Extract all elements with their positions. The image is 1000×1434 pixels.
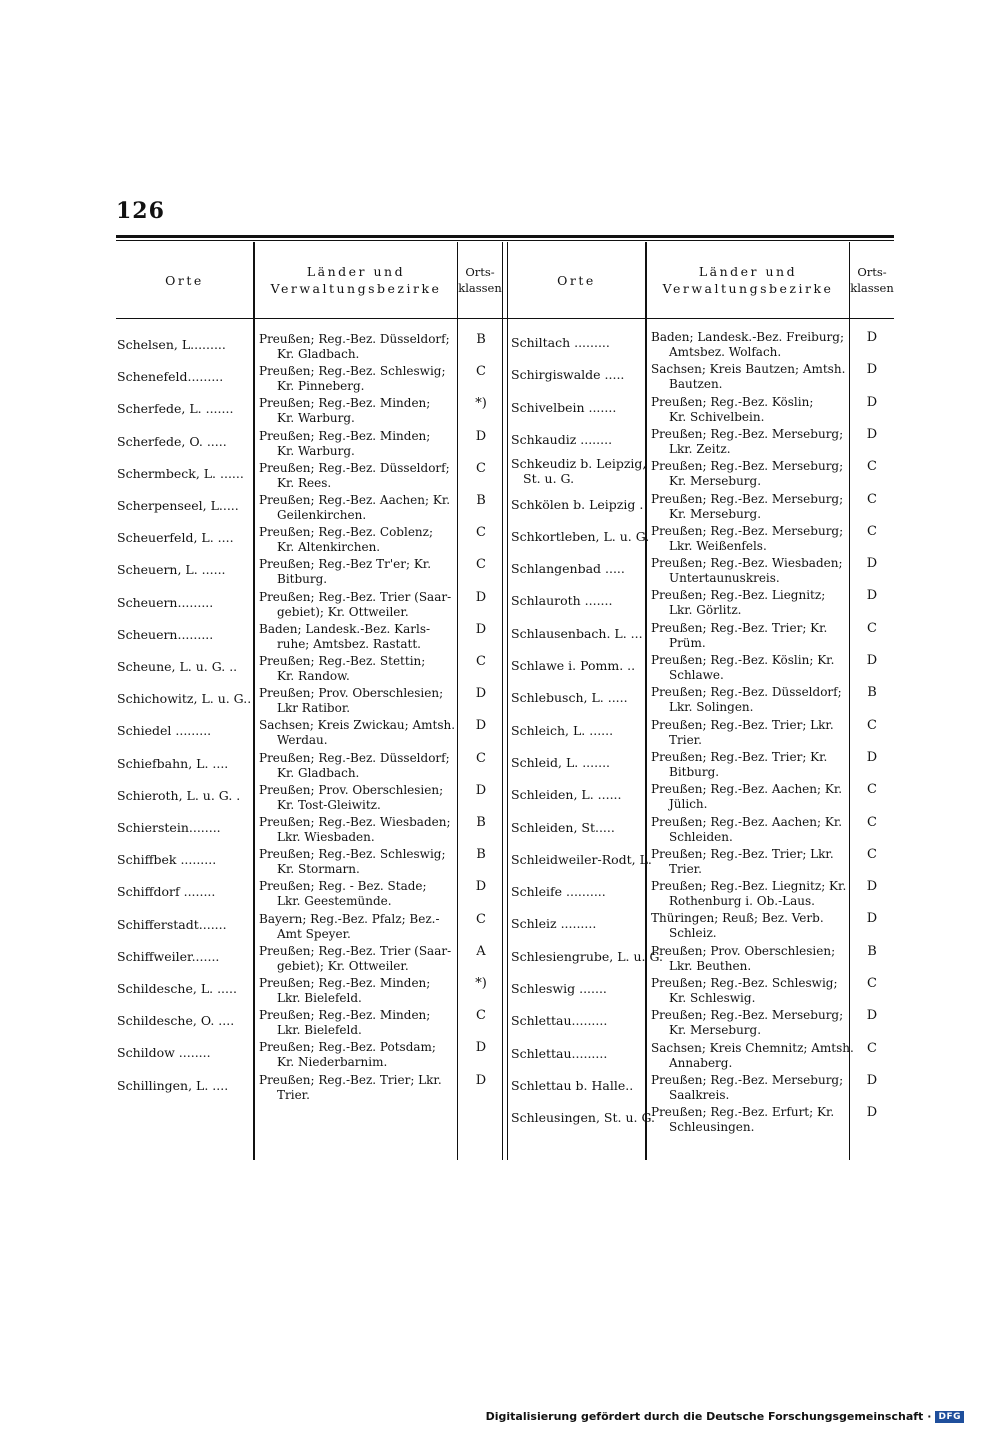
place-name: Schlettau......... bbox=[511, 1045, 608, 1061]
footer-separator: · bbox=[927, 1410, 932, 1423]
admin-district-line1: Preußen; Reg.-Bez. Düsseldorf; bbox=[259, 332, 450, 346]
place-name: Schleiz ......... bbox=[511, 916, 597, 932]
admin-district-line2: Kr. Niederbarnim. bbox=[277, 1055, 388, 1070]
admin-district-line2: Trier. bbox=[669, 732, 702, 747]
place-class: C bbox=[867, 523, 877, 539]
admin-district-line1: Preußen; Reg.-Bez. Trier (Saar- bbox=[259, 589, 452, 604]
place-name: Schichowitz, L. u. G.. bbox=[117, 691, 252, 707]
admin-district bbox=[651, 362, 845, 392]
place-class: C bbox=[476, 654, 486, 669]
admin-district-line2: Werdau. bbox=[277, 733, 328, 748]
header-orte-text: Orte bbox=[557, 272, 596, 288]
admin-district-line2: Kr. Stormarn. bbox=[277, 862, 360, 877]
admin-district-line1: Preußen; Reg.-Bez Tr'er; Kr. bbox=[259, 557, 432, 572]
header-klassen-left bbox=[458, 244, 502, 316]
admin-district-line1: Preußen; Reg.-Bez. Merseburg; bbox=[651, 1072, 844, 1087]
header-laender-right bbox=[647, 244, 849, 316]
admin-district-line1: Preußen; Reg.-Bez. Düsseldorf; bbox=[259, 750, 450, 765]
admin-district-line2: Lkr. Bielefeld. bbox=[277, 991, 362, 1005]
place-class: C bbox=[476, 364, 486, 380]
place-class: D bbox=[866, 394, 878, 410]
footer-credit bbox=[486, 1410, 964, 1423]
table-row bbox=[0, 909, 1000, 941]
table-row bbox=[0, 490, 1000, 522]
admin-district-line1: Preußen; Reg.-Bez. Trier; Lkr. bbox=[651, 717, 834, 732]
place-name: Schleich, L. ...... bbox=[511, 722, 614, 738]
place-name: Schiefbahn, L. .... bbox=[117, 755, 229, 771]
admin-district-line1: Baden; Landesk.-Bez. Karls- bbox=[259, 621, 431, 636]
admin-district bbox=[651, 653, 834, 683]
header-orte-right bbox=[508, 244, 645, 316]
place-class: C bbox=[867, 717, 877, 733]
admin-district-line1: Preußen; Reg.-Bez. Minden; bbox=[259, 1008, 431, 1023]
admin-district-line2: gebiet); Kr. Ottweiler. bbox=[277, 604, 409, 619]
place-class: D bbox=[866, 362, 878, 378]
place-class: C bbox=[476, 525, 486, 541]
admin-district-line1: Bayern; Reg.-Bez. Pfalz; Bez.- bbox=[259, 911, 440, 926]
admin-district bbox=[651, 911, 824, 941]
place-class: D bbox=[475, 428, 487, 444]
admin-district-line1: Preußen; Reg.-Bez. Merseburg; bbox=[651, 491, 844, 506]
header-klassen-line1: Orts- bbox=[857, 265, 887, 279]
footer-text: Digitalisierung gefördert durch die Deutsche Forschungsgemeinschaft bbox=[485, 1410, 924, 1423]
place-name: Schleswig ....... bbox=[511, 981, 607, 996]
table-row bbox=[0, 554, 1000, 586]
admin-district bbox=[651, 1105, 834, 1135]
place-name: Schlesiengrube, L. u. G. bbox=[511, 948, 664, 964]
admin-district-line2: Saalkreis. bbox=[669, 1087, 730, 1102]
admin-district-line1: Preußen; Reg.-Bez. Schleswig; bbox=[651, 976, 838, 990]
admin-district bbox=[651, 330, 844, 360]
admin-district-line2: Lkr. Wiesbaden. bbox=[277, 830, 375, 844]
table-row bbox=[0, 360, 1000, 392]
admin-district-line2: Schleiden. bbox=[669, 829, 733, 844]
admin-district-line1: Sachsen; Kreis Chemnitz; Amtsh. bbox=[651, 1040, 854, 1055]
table-row bbox=[0, 1039, 1000, 1071]
admin-district-line2: Kr. Altenkirchen. bbox=[277, 540, 381, 555]
admin-district-line1: Preußen; Reg.-Bez. Aachen; Kr. bbox=[651, 782, 843, 797]
table-row bbox=[0, 683, 1000, 715]
table-row bbox=[0, 1006, 1000, 1038]
place-class: D bbox=[866, 1105, 878, 1121]
place-class: C bbox=[867, 491, 877, 507]
place-name: Scheune, L. u. G. .. bbox=[117, 659, 238, 674]
admin-district bbox=[651, 976, 838, 1006]
admin-district-line1: Preußen; Reg.-Bez. Liegnitz; Kr. bbox=[651, 879, 847, 894]
place-class: C bbox=[867, 846, 877, 862]
place-name: Schleiden, St..... bbox=[511, 819, 615, 835]
admin-district-line1: Preußen; Reg.-Bez. Schleswig; bbox=[259, 847, 446, 862]
place-name: Schlettau b. Halle.. bbox=[511, 1077, 634, 1093]
admin-district bbox=[651, 815, 842, 845]
place-class: B bbox=[867, 943, 877, 959]
admin-district-line2: Lkr. Solingen. bbox=[669, 700, 754, 715]
header-orte-text: Orte bbox=[165, 272, 204, 288]
place-name: Schifferstadt....... bbox=[117, 916, 227, 932]
place-name: Scherfede, O. ..... bbox=[117, 433, 227, 449]
place-name: Scheuern, L. ...... bbox=[117, 562, 226, 578]
table-row bbox=[0, 974, 1000, 1006]
admin-district-line1: Sachsen; Kreis Bautzen; Amtsh. bbox=[651, 362, 846, 377]
admin-district-line1: Preußen; Reg.-Bez. Wiesbaden; bbox=[651, 556, 843, 571]
place-name: Schieroth, L. u. G. . bbox=[117, 787, 241, 803]
double-rule-thin bbox=[116, 240, 894, 241]
place-name: Schermbeck, L. ...... bbox=[117, 465, 244, 481]
place-class: *) bbox=[475, 976, 487, 991]
admin-district-line2: Lkr. Görlitz. bbox=[669, 603, 742, 618]
admin-district bbox=[651, 492, 843, 522]
admin-district-line2: Amtsbez. Wolfach. bbox=[669, 345, 782, 359]
admin-district bbox=[651, 395, 813, 425]
place-class: D bbox=[866, 911, 878, 927]
admin-district-line1: Preußen; Reg.-Bez. Coblenz; bbox=[259, 525, 434, 540]
admin-district-line1: Preußen; Reg.-Bez. Köslin; bbox=[651, 394, 814, 409]
place-name: Schkaudiz ........ bbox=[511, 431, 613, 447]
admin-district bbox=[651, 685, 842, 715]
admin-district bbox=[651, 1008, 843, 1038]
admin-district-line1: Baden; Landesk.-Bez. Freiburg; bbox=[651, 330, 845, 344]
admin-district-line1: Preußen; Reg.-Bez. Minden; bbox=[259, 396, 431, 411]
admin-district-line2: Kr. Warburg. bbox=[277, 411, 355, 426]
place-class: C bbox=[476, 460, 486, 476]
place-class: A bbox=[476, 943, 486, 959]
place-name: Schiedel ......... bbox=[117, 723, 212, 739]
place-name: Schiltach ......... bbox=[511, 335, 610, 350]
table-row bbox=[0, 328, 1000, 360]
admin-district-line2: Lkr. Beuthen. bbox=[669, 958, 752, 973]
place-name: Schlawe i. Pomm. .. bbox=[511, 658, 636, 673]
admin-district-line1: Preußen; Reg.-Bez. Trier; Kr. bbox=[651, 749, 828, 764]
admin-district bbox=[651, 1041, 854, 1071]
header-klassen-right bbox=[850, 244, 894, 316]
place-class: D bbox=[475, 718, 487, 734]
place-class: C bbox=[867, 976, 877, 991]
admin-district bbox=[651, 524, 843, 554]
place-name: Schiffbek ......... bbox=[117, 852, 217, 868]
admin-district-line2: Schlawe. bbox=[669, 668, 724, 682]
admin-district-line2: Geilenkirchen. bbox=[277, 508, 367, 522]
header-laender-line1: Länder und bbox=[698, 264, 798, 279]
place-class: D bbox=[475, 782, 487, 798]
admin-district-line2: Schleusingen. bbox=[669, 1120, 755, 1135]
admin-district-line1: Sachsen; Kreis Zwickau; Amtsh. bbox=[259, 718, 456, 733]
admin-district-line1: Preußen; Reg.-Bez. Wiesbaden; bbox=[259, 815, 451, 829]
table-row bbox=[0, 425, 1000, 457]
admin-district-line2: Jülich. bbox=[669, 797, 708, 812]
place-name: Schildesche, L. ..... bbox=[117, 981, 237, 996]
admin-district-line1: Preußen; Reg.-Bez. Stettin; bbox=[259, 654, 426, 668]
place-class: D bbox=[866, 749, 878, 765]
admin-district-line1: Preußen; Reg.-Bez. Köslin; Kr. bbox=[651, 653, 835, 667]
admin-district-line1: Preußen; Reg.-Bez. Potsdam; bbox=[259, 1040, 436, 1055]
place-class: B bbox=[867, 685, 877, 701]
admin-district-line2: Trier. bbox=[669, 861, 702, 876]
admin-district-line1: Preußen; Reg.-Bez. Düsseldorf; bbox=[259, 460, 450, 475]
table-row bbox=[0, 845, 1000, 877]
place-name: Schirgiswalde ..... bbox=[511, 367, 625, 383]
admin-district-line1: Preußen; Reg.-Bez. Erfurt; Kr. bbox=[651, 1105, 835, 1120]
place-name: Schleusingen, St. u. G. bbox=[511, 1110, 655, 1126]
place-class: B bbox=[476, 815, 486, 830]
place-class: *) bbox=[475, 396, 487, 412]
admin-district bbox=[651, 847, 834, 877]
admin-district bbox=[651, 782, 842, 812]
place-class: C bbox=[867, 620, 877, 636]
place-name: Schlettau......... bbox=[511, 1013, 608, 1029]
admin-district-line2: Kr. Gladbach. bbox=[277, 347, 360, 361]
admin-district-line1: Preußen; Prov. Oberschlesien; bbox=[259, 686, 444, 701]
place-class: D bbox=[475, 686, 487, 702]
place-class: C bbox=[867, 782, 877, 798]
admin-district-line2: Lkr. Bielefeld. bbox=[277, 1023, 362, 1038]
place-name: Schierstein........ bbox=[117, 820, 221, 835]
header-laender-line2: Verwaltungsbezirke bbox=[270, 281, 442, 296]
header-klassen-line2: klassen bbox=[850, 281, 894, 295]
place-class: B bbox=[476, 847, 486, 863]
place-class: D bbox=[866, 330, 878, 345]
admin-district-line2: Trier. bbox=[277, 1087, 310, 1102]
admin-district-line2: Kr. Merseburg. bbox=[669, 506, 762, 521]
header-klassen-line2: klassen bbox=[458, 281, 502, 295]
admin-district-line1: Preußen; Prov. Oberschlesien; bbox=[259, 782, 444, 797]
place-class: B bbox=[476, 493, 486, 508]
admin-district bbox=[651, 556, 843, 586]
admin-district bbox=[651, 879, 846, 909]
place-name: Schleid, L. ....... bbox=[511, 754, 611, 770]
place-name: Schlebusch, L. ..... bbox=[511, 690, 628, 706]
place-name: Schenefeld......... bbox=[117, 369, 224, 385]
admin-district-line2: Bitburg. bbox=[669, 764, 720, 779]
admin-district-line1: Preußen; Reg.-Bez. Merseburg; bbox=[651, 1008, 844, 1023]
admin-district-line1: Preußen; Reg.-Bez. Düsseldorf; bbox=[651, 685, 842, 700]
header-laender-line2: Verwaltungsbezirke bbox=[662, 281, 834, 296]
place-name: Schkölen b. Leipzig . bbox=[511, 496, 644, 512]
place-class: D bbox=[866, 653, 878, 668]
place-name: Schelsen, L......... bbox=[117, 337, 226, 352]
table-row bbox=[0, 877, 1000, 909]
place-name: Scheuern......... bbox=[117, 626, 214, 642]
admin-district bbox=[651, 750, 827, 780]
place-class: C bbox=[476, 557, 486, 573]
header-orte-left bbox=[116, 244, 253, 316]
admin-district-line1: Thüringen; Reuß; Bez. Verb. bbox=[651, 911, 824, 926]
admin-district-line2: Untertaunuskreis. bbox=[669, 571, 780, 586]
admin-district-line1: Preußen; Reg.-Bez. Trier; Lkr. bbox=[259, 1072, 442, 1087]
place-name: Schildow ........ bbox=[117, 1045, 211, 1061]
admin-district-line2: Kr. Merseburg. bbox=[669, 1023, 762, 1038]
place-name: Schillingen, L. .... bbox=[117, 1077, 229, 1093]
place-class: C bbox=[476, 750, 486, 766]
place-class: C bbox=[476, 1008, 486, 1024]
admin-district-line2: Rothenburg i. Ob.-Laus. bbox=[669, 894, 815, 909]
double-rule-thick bbox=[116, 235, 894, 238]
admin-district-line1: Preußen; Reg.-Bez. Minden; bbox=[259, 976, 431, 990]
place-name: Schiffweiler....... bbox=[117, 948, 220, 964]
admin-district-line2: Lkr. Zeitz. bbox=[669, 441, 731, 456]
admin-district bbox=[651, 459, 843, 489]
admin-district bbox=[651, 427, 843, 457]
place-name: Schleidweiler-Rodt, L. bbox=[511, 851, 652, 867]
header-rule bbox=[116, 318, 894, 319]
place-class: C bbox=[867, 814, 877, 830]
admin-district-line2: Lkr Ratibor. bbox=[277, 701, 351, 716]
header-laender-line1: Länder und bbox=[306, 264, 406, 279]
admin-district bbox=[651, 588, 825, 618]
admin-district-line1: Preußen; Reg.-Bez. Schleswig; bbox=[259, 364, 446, 379]
admin-district bbox=[651, 944, 835, 974]
table-row bbox=[0, 1103, 1000, 1135]
place-name: Scherfede, L. ....... bbox=[117, 401, 234, 417]
admin-district-line2: gebiet); Kr. Ottweiler. bbox=[277, 958, 409, 973]
admin-district-line2: Kr. Tost-Gleiwitz. bbox=[277, 797, 381, 812]
place-class: D bbox=[866, 588, 878, 604]
admin-district-line2: Kr. Pinneberg. bbox=[277, 379, 365, 394]
place-name: Schkeudiz b. Leipzig, bbox=[511, 456, 647, 472]
table-row bbox=[0, 813, 1000, 845]
admin-district-line1: Preußen; Reg.-Bez. Liegnitz; bbox=[651, 588, 826, 603]
admin-district-line2: Prüm. bbox=[669, 635, 706, 650]
table-row bbox=[0, 393, 1000, 425]
place-class: D bbox=[866, 1072, 878, 1088]
place-class: C bbox=[476, 911, 486, 927]
place-class: C bbox=[867, 1040, 877, 1056]
table-row bbox=[0, 748, 1000, 780]
place-class: D bbox=[475, 589, 487, 605]
table-row bbox=[0, 522, 1000, 554]
admin-district-line1: Preußen; Reg.-Bez. Merseburg; bbox=[651, 523, 844, 538]
place-name: Scherpenseel, L..... bbox=[117, 498, 239, 513]
place-name: Schiffdorf ........ bbox=[117, 884, 216, 900]
admin-district-line2: Kr. Schleswig. bbox=[669, 991, 756, 1005]
place-class: D bbox=[475, 879, 487, 895]
table-row bbox=[0, 619, 1000, 651]
admin-district-line2: ruhe; Amtsbez. Rastatt. bbox=[277, 636, 421, 651]
admin-district-line1: Preußen; Prov. Oberschlesien; bbox=[651, 943, 836, 958]
place-class: C bbox=[867, 459, 877, 475]
admin-district-line2: Bautzen. bbox=[669, 377, 723, 392]
admin-district-line1: Preußen; Reg.-Bez. Trier (Saar- bbox=[259, 943, 452, 958]
admin-district-line2: Kr. Gladbach. bbox=[277, 765, 360, 780]
place-class: D bbox=[475, 1040, 487, 1056]
admin-district-line1: Preußen; Reg.-Bez. Merseburg; bbox=[651, 426, 844, 441]
admin-district-line2: Bitburg. bbox=[277, 572, 328, 587]
place-name: Scheuern......... bbox=[117, 594, 214, 610]
page-number: 126 bbox=[116, 198, 165, 224]
table-row bbox=[0, 716, 1000, 748]
place-name: Schlangenbad ..... bbox=[511, 561, 625, 577]
table-row bbox=[0, 942, 1000, 974]
admin-district-line2: Amt Speyer. bbox=[277, 926, 351, 941]
place-name: Schildesche, O. .... bbox=[117, 1013, 235, 1029]
admin-district-line2: Schleiz. bbox=[669, 926, 717, 941]
table-row bbox=[0, 651, 1000, 683]
place-name: Scheuerfeld, L. .... bbox=[117, 530, 234, 546]
place-name-cont: St. u. G. bbox=[523, 471, 575, 487]
place-class: D bbox=[866, 879, 878, 895]
admin-district-line2: Lkr. Geestemünde. bbox=[277, 894, 392, 909]
admin-district-line1: Preußen; Reg.-Bez. Merseburg; bbox=[651, 459, 844, 474]
admin-district-line2: Kr. Schivelbein. bbox=[669, 409, 765, 424]
admin-district bbox=[651, 1073, 843, 1103]
place-class: B bbox=[476, 332, 486, 347]
place-class: D bbox=[475, 1072, 487, 1088]
admin-district-line1: Preußen; Reg.-Bez. Trier; Kr. bbox=[651, 620, 828, 635]
admin-district bbox=[651, 621, 827, 651]
admin-district-line2: Lkr. Weißenfels. bbox=[669, 538, 767, 553]
place-name: Schleiden, L. ...... bbox=[511, 787, 622, 803]
admin-district-line2: Kr. Randow. bbox=[277, 669, 350, 683]
table-row bbox=[0, 586, 1000, 618]
place-class: D bbox=[866, 556, 878, 572]
table-row bbox=[0, 780, 1000, 812]
header-laender-left bbox=[255, 244, 457, 316]
admin-district-line1: Preußen; Reg.-Bez. Aachen; Kr. bbox=[259, 493, 451, 507]
admin-district-line2: Kr. Warburg. bbox=[277, 443, 355, 458]
place-name: Schlausenbach. L. ... bbox=[511, 625, 643, 641]
admin-district bbox=[651, 718, 834, 748]
admin-district-line2: Annaberg. bbox=[669, 1055, 733, 1070]
admin-district-line1: Preußen; Reg.-Bez. Minden; bbox=[259, 428, 431, 443]
place-name: Schlauroth ....... bbox=[511, 593, 613, 609]
admin-district-line2: Kr. Merseburg. bbox=[669, 474, 762, 489]
header-klassen-line1: Orts- bbox=[465, 265, 495, 279]
place-class: D bbox=[866, 426, 878, 442]
table-row bbox=[0, 1071, 1000, 1103]
place-name: Schleife .......... bbox=[511, 884, 606, 900]
dfg-logo: DFG bbox=[935, 1411, 964, 1423]
place-class: D bbox=[866, 1008, 878, 1024]
admin-district-line1: Preußen; Reg.-Bez. Aachen; Kr. bbox=[651, 814, 843, 829]
admin-district-line1: Preußen; Reg. - Bez. Stade; bbox=[259, 879, 427, 894]
place-name: Schkortleben, L. u. G. bbox=[511, 528, 650, 544]
table-row bbox=[0, 457, 1000, 489]
place-name: Schivelbein ....... bbox=[511, 399, 617, 415]
place-class: D bbox=[475, 621, 487, 637]
admin-district-line1: Preußen; Reg.-Bez. Trier; Lkr. bbox=[651, 846, 834, 861]
admin-district-line2: Kr. Rees. bbox=[277, 475, 332, 490]
